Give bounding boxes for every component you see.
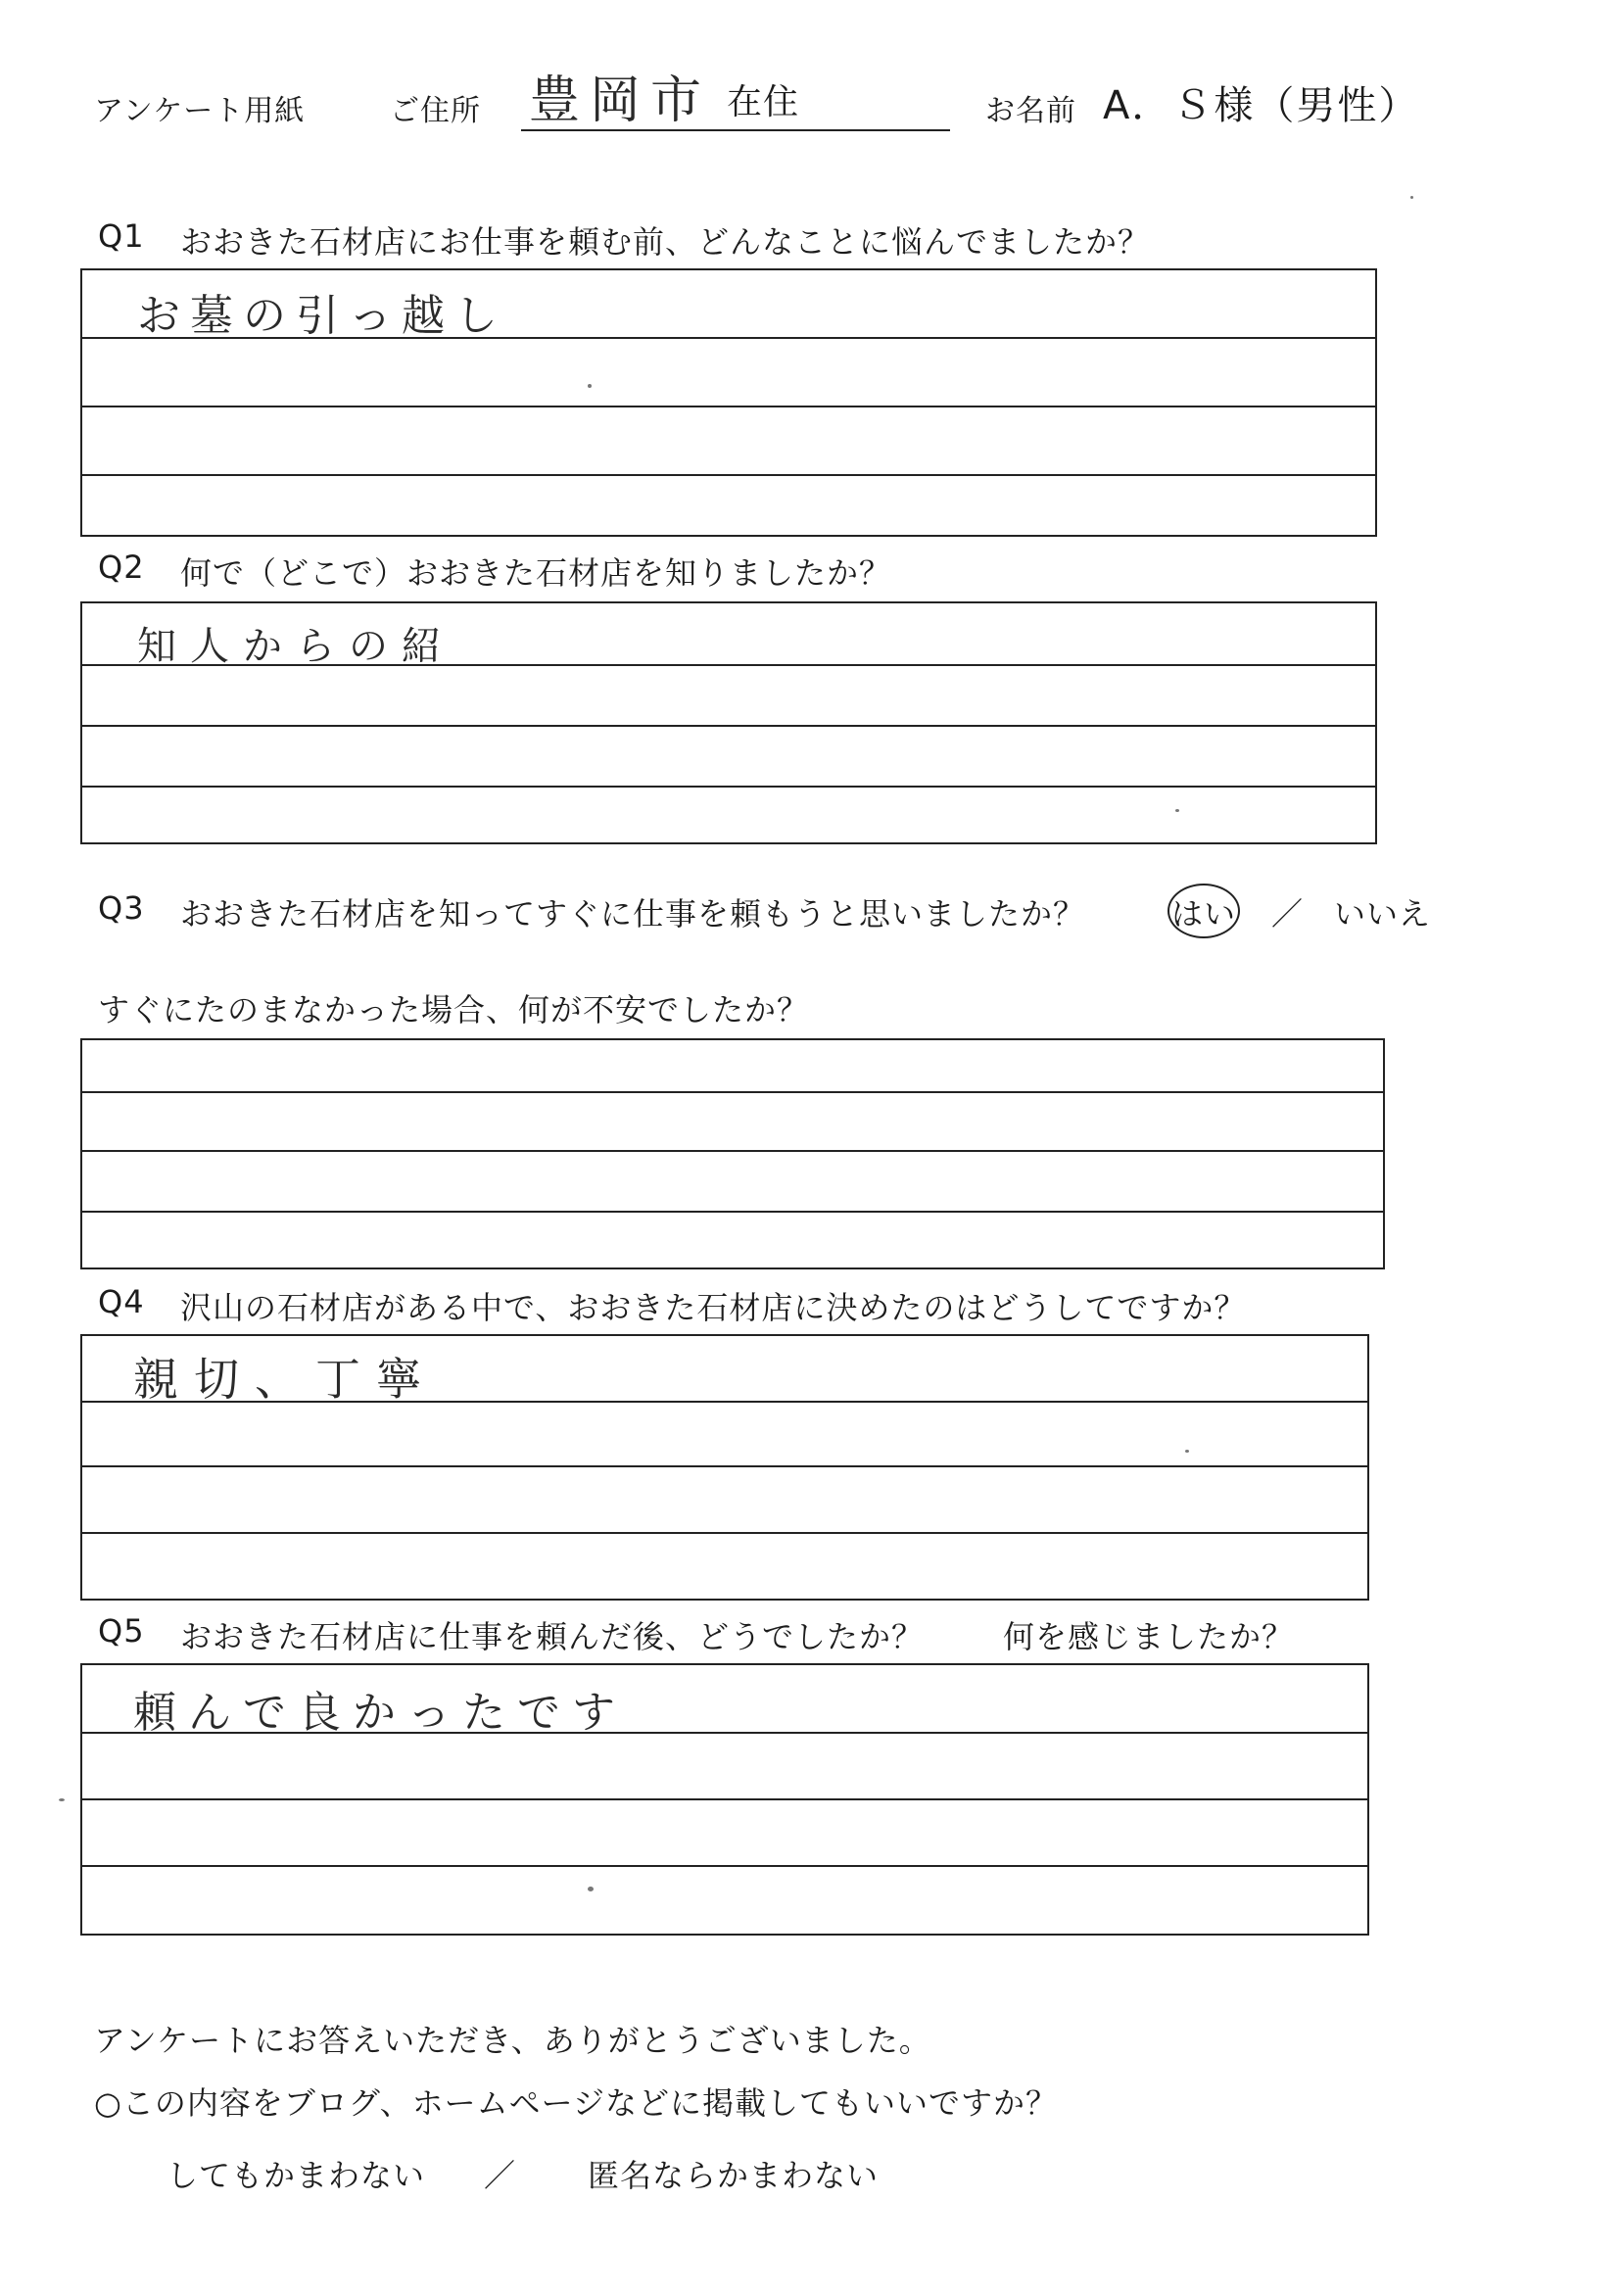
q3-separator: ／ bbox=[1271, 895, 1305, 933]
q2-label: Q2 bbox=[98, 549, 145, 586]
answer-line bbox=[82, 1800, 1367, 1867]
permission-separator: ／ bbox=[484, 2157, 517, 2194]
name-label: お名前 bbox=[985, 94, 1076, 128]
scan-speck bbox=[59, 1798, 65, 1801]
permission-question: ○この内容をブログ、ホームページなどに掲載してもいいですか？ bbox=[94, 2084, 1059, 2122]
address-suffix: 在住 bbox=[727, 82, 800, 122]
q2-answer: 知人からの紹 bbox=[137, 624, 454, 669]
answer-line bbox=[82, 339, 1375, 407]
q2-question: 何で（どこで）おおきた石材店を知りましたか？ bbox=[180, 554, 892, 592]
q3-label: Q3 bbox=[98, 889, 145, 927]
address-label: ご住所 bbox=[390, 94, 481, 128]
form-title: アンケート用紙 bbox=[94, 94, 306, 128]
scan-speck bbox=[588, 1887, 594, 1891]
q4-label: Q4 bbox=[98, 1283, 145, 1320]
q4-answer: 親切、丁寧 bbox=[133, 1353, 437, 1406]
answer-line bbox=[82, 1534, 1367, 1599]
thanks-text: アンケートにお答えいただき、ありがとうございました。 bbox=[94, 2022, 931, 2059]
q1-answer: お墓の引っ越し bbox=[137, 291, 507, 341]
answer-line bbox=[82, 666, 1375, 727]
q1-label: Q1 bbox=[98, 217, 145, 255]
answer-line bbox=[82, 1213, 1383, 1268]
q3-followup: すぐにたのまなかった場合、何が不安でしたか？ bbox=[98, 991, 810, 1028]
answer-line bbox=[82, 1867, 1367, 1934]
answer-line bbox=[82, 1734, 1367, 1800]
answer-line bbox=[82, 1040, 1383, 1093]
answer-line bbox=[82, 407, 1375, 476]
q5-question2: 何を感じましたか？ bbox=[1003, 1618, 1295, 1655]
q3-question: おおきた石材店を知ってすぐに仕事を頼もうと思いましたか？ bbox=[180, 895, 1086, 933]
answer-line bbox=[82, 1152, 1383, 1213]
q4-question: 沢山の石材店がある中で、おおきた石材店に決めたのはどうしてですか？ bbox=[180, 1289, 1247, 1326]
permission-option-anonymous: 匿名ならかまわない bbox=[588, 2157, 880, 2194]
answer-line bbox=[82, 476, 1375, 535]
q3-answer-box bbox=[80, 1038, 1385, 1269]
answer-line bbox=[82, 727, 1375, 788]
q5-question: おおきた石材店に仕事を頼んだ後、どうでしたか？ bbox=[180, 1618, 925, 1655]
q3-option-yes: はい bbox=[1171, 895, 1237, 933]
q3-selected-circle bbox=[1167, 884, 1240, 938]
name-value: A．Ｓ様（男性） bbox=[1103, 83, 1420, 128]
scan-speck bbox=[1185, 1450, 1189, 1453]
q3-option-no: いいえ bbox=[1334, 895, 1432, 933]
q5-answer: 頼んで良かったです bbox=[133, 1688, 627, 1738]
scan-speck bbox=[1175, 809, 1179, 812]
answer-line bbox=[82, 788, 1375, 842]
address-handwritten: 豊岡市 bbox=[529, 72, 712, 130]
permission-option-ok: してもかまわない bbox=[167, 2157, 426, 2194]
address-underline bbox=[521, 129, 950, 131]
answer-line bbox=[82, 1403, 1367, 1467]
q1-question: おおきた石材店にお仕事を頼む前、どんなことに悩んでましたか？ bbox=[180, 223, 1151, 261]
q5-label: Q5 bbox=[98, 1612, 145, 1650]
scan-speck bbox=[588, 384, 592, 388]
answer-line bbox=[82, 1467, 1367, 1534]
scan-speck bbox=[1410, 196, 1413, 199]
answer-line bbox=[82, 1093, 1383, 1152]
